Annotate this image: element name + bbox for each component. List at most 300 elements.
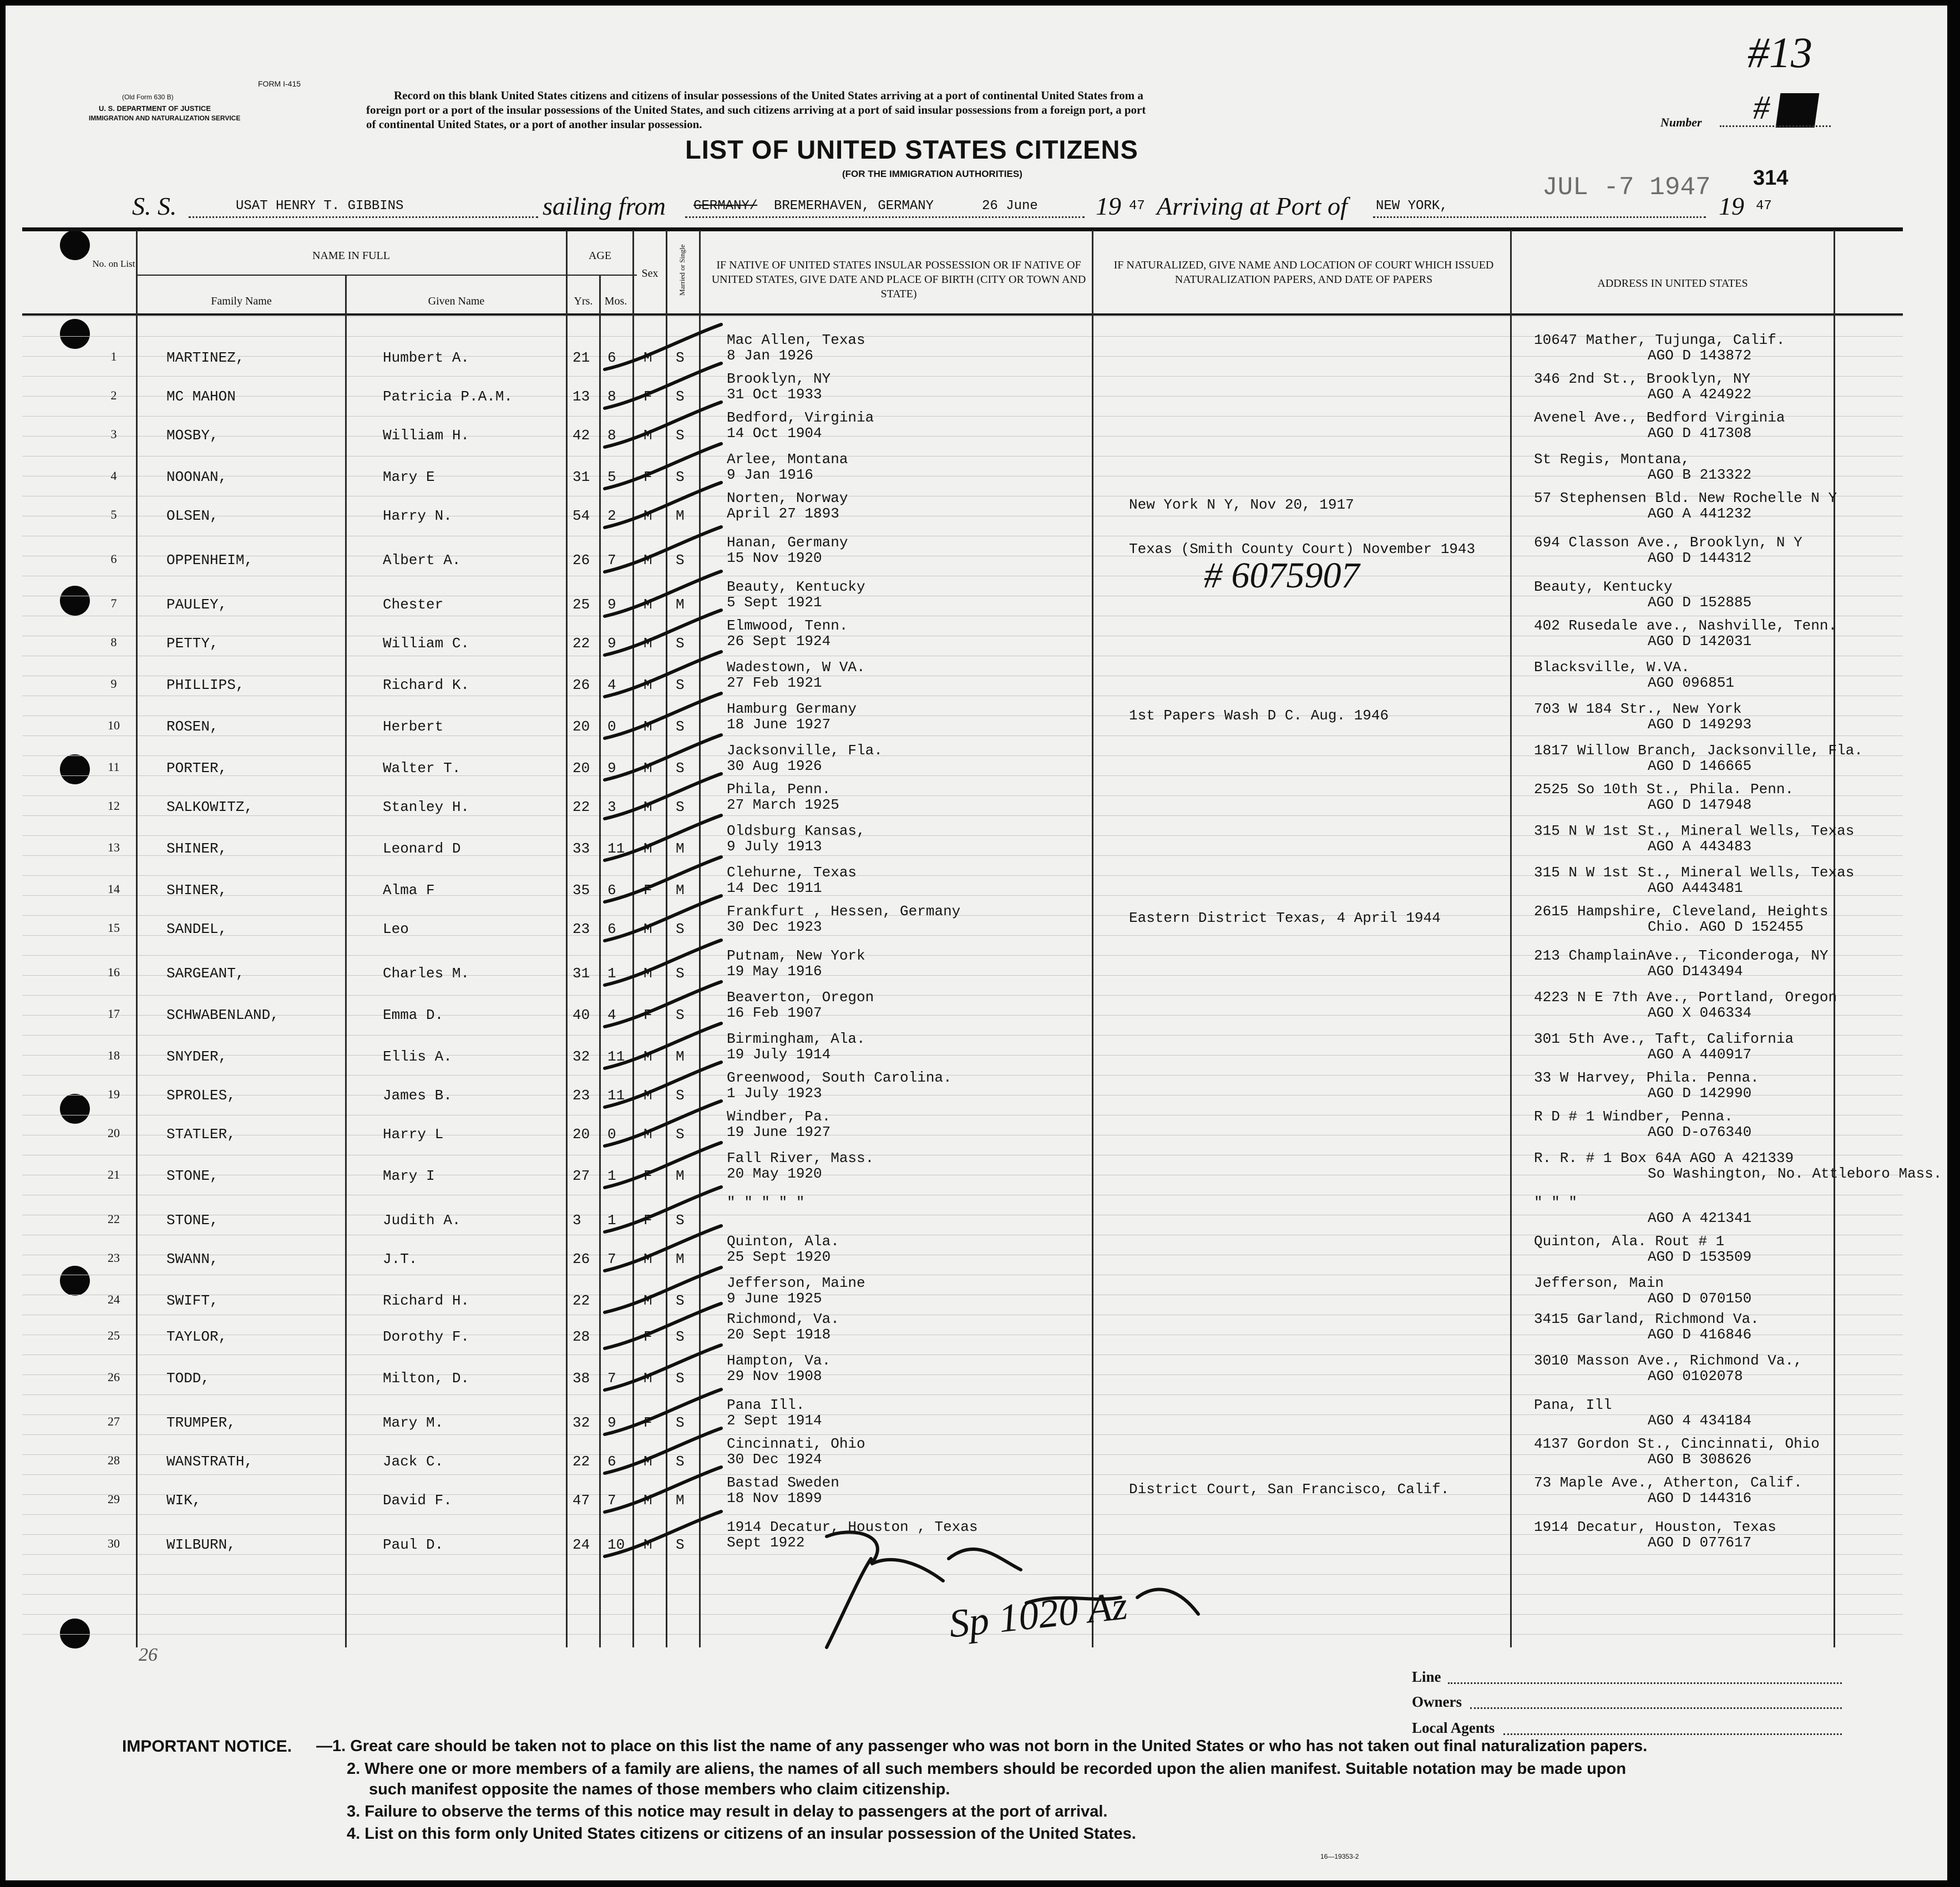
given-name-cell: Harry N.	[383, 508, 452, 524]
check-mark-stroke	[605, 1143, 721, 1188]
age-years-cell: 20	[573, 1126, 590, 1143]
check-mark-stroke	[605, 735, 721, 780]
family-name-cell: SWIFT,	[166, 1292, 219, 1309]
check-mark-stroke	[605, 982, 721, 1027]
header-married-single: Married or Single	[678, 244, 686, 296]
age-months-cell: 9	[607, 635, 616, 652]
sex-cell: M	[644, 635, 652, 652]
sex-cell: M	[644, 677, 652, 693]
marital-status-cell: S	[676, 921, 685, 937]
header-months: Mos.	[604, 295, 627, 307]
ago-number-cell: AGO D 077617	[1648, 1534, 1752, 1551]
birthdate-cell: April 27 1893	[727, 505, 839, 522]
birthplace-cell: Quinton, Ala.	[727, 1233, 839, 1250]
check-mark-stroke	[605, 1187, 721, 1232]
sheet-mark: #13	[1748, 28, 1812, 77]
ago-number-cell: AGO 0102078	[1648, 1368, 1743, 1384]
row-number: 22	[108, 1212, 120, 1226]
sailing-from-label: sailing from	[543, 192, 666, 220]
row-number: 20	[108, 1126, 120, 1140]
family-name-cell: STATLER,	[166, 1126, 236, 1143]
given-name-cell: William H.	[383, 427, 470, 444]
given-name-cell: Emma D.	[383, 1007, 444, 1023]
family-name-cell: MC MAHON	[166, 388, 236, 405]
check-mark-stroke	[605, 940, 721, 985]
marital-status-cell: S	[676, 635, 685, 652]
address-cell: 1914 Decatur, Houston, Texas	[1534, 1519, 1776, 1535]
family-name-cell: ROSEN,	[166, 718, 219, 735]
address-cell: 402 Rusedale ave., Nashville, Tenn.	[1534, 617, 1837, 634]
check-mark-stroke	[605, 610, 721, 655]
given-name-cell: Milton, D.	[383, 1370, 470, 1387]
ago-number-cell: AGO A 441232	[1648, 505, 1752, 522]
marital-status-cell: M	[676, 840, 685, 857]
address-cell: R D # 1 Windber, Penna.	[1534, 1108, 1733, 1125]
marital-status-cell: S	[676, 1414, 685, 1431]
age-months-cell: 7	[607, 552, 616, 569]
check-mark-stroke	[605, 774, 721, 819]
ago-number-cell: AGO X 046334	[1648, 1005, 1752, 1021]
birthplace-cell: Bedford, Virginia	[727, 409, 874, 426]
row-count-note: 26	[139, 1645, 158, 1665]
document-subtitle: (FOR THE IMMIGRATION AUTHORITIES)	[842, 169, 1022, 179]
given-name-cell: Paul D.	[383, 1536, 444, 1553]
local-agents-label: Local Agents	[1412, 1719, 1495, 1736]
check-marks	[605, 324, 721, 1556]
given-name-cell: Richard H.	[383, 1292, 470, 1309]
given-name-cell: Humbert A.	[383, 349, 470, 366]
sex-cell: M	[644, 1292, 652, 1309]
family-name-cell: TRUMPER,	[166, 1414, 236, 1431]
sex-cell: M	[644, 596, 652, 613]
row-number: 27	[108, 1414, 120, 1428]
ago-number-cell: AGO 4 434184	[1648, 1412, 1752, 1429]
family-name-cell: STONE,	[166, 1168, 219, 1184]
ago-number-cell: AGO B 308626	[1648, 1451, 1752, 1468]
row-number: 29	[108, 1492, 120, 1506]
given-name-cell: Mary E	[383, 469, 435, 485]
sex-cell: M	[644, 760, 652, 777]
number-label: Number	[1660, 115, 1702, 129]
birthdate-cell: 9 July 1913	[727, 838, 822, 855]
check-mark-stroke	[605, 1023, 721, 1068]
age-years-cell: 22	[573, 1292, 590, 1309]
given-name-cell: Jack C.	[383, 1453, 444, 1470]
naturalization-cell: New York N Y, Nov 20, 1917	[1129, 496, 1354, 513]
check-mark-stroke	[605, 363, 721, 408]
birthdate-cell: 14 Oct 1904	[727, 425, 822, 442]
sex-cell: M	[644, 1453, 652, 1470]
ago-number-cell: AGO A 421341	[1648, 1210, 1752, 1226]
age-years-cell: 20	[573, 718, 590, 735]
naturalization-cell: 1st Papers Wash D C. Aug. 1946	[1129, 707, 1389, 724]
address-cell: 3415 Garland, Richmond Va.	[1534, 1311, 1759, 1327]
given-name-cell: Leonard D	[383, 840, 461, 857]
family-name-cell: SCHWABENLAND,	[166, 1007, 279, 1023]
birthdate-cell: 19 June 1927	[727, 1124, 831, 1140]
check-mark-stroke	[605, 324, 721, 369]
address-cell: Jefferson, Main	[1534, 1275, 1664, 1291]
birthplace-cell: Bastad Sweden	[727, 1474, 839, 1491]
birthplace-cell: Wadestown, W VA.	[727, 659, 865, 676]
ago-number-cell: AGO A 443483	[1648, 838, 1752, 855]
manifest-sheet	[6, 6, 1947, 1880]
sex-cell: M	[644, 552, 652, 569]
notice-item-4: 4. List on this form only United States citizens or citizens of an insular possession of the United States.	[347, 1825, 1136, 1843]
signature-note: Sp 1020 Az	[946, 1583, 1130, 1646]
check-mark-stroke	[605, 1345, 721, 1390]
address-cell: Blacksville, W.VA.	[1534, 659, 1690, 676]
sailing-date: 26 June	[982, 199, 1038, 214]
owners-label: Owners	[1412, 1693, 1462, 1710]
birthplace-cell: Jacksonville, Fla.	[727, 742, 883, 759]
ship-name: USAT HENRY T. GIBBINS	[236, 199, 404, 214]
old-form-number: (Old Form 630 B)	[122, 93, 174, 101]
given-name-cell: Mary M.	[383, 1414, 444, 1431]
marital-status-cell: S	[676, 1370, 685, 1387]
given-name-cell: James B.	[383, 1087, 452, 1104]
family-name-cell: TODD,	[166, 1370, 210, 1387]
given-name-cell: Ellis A.	[383, 1048, 452, 1065]
given-name-cell: Leo	[383, 921, 409, 937]
arrival-year: 47	[1756, 199, 1772, 214]
age-years-cell: 22	[573, 635, 590, 652]
birthplace-cell: " " " " "	[727, 1194, 805, 1211]
birthplace-cell: Richmond, Va.	[727, 1311, 839, 1327]
family-name-cell: TAYLOR,	[166, 1328, 227, 1345]
birthplace-cell: Hampton, Va.	[727, 1352, 831, 1369]
age-months-cell: 9	[607, 596, 616, 613]
sex-cell: M	[644, 1492, 652, 1509]
age-months-cell: 3	[607, 799, 616, 815]
row-number: 6	[110, 552, 117, 566]
marital-status-cell: M	[676, 882, 685, 899]
line-underline	[1448, 1682, 1842, 1684]
birthplace-cell: Hamburg Germany	[727, 701, 857, 717]
family-name-cell: SALKOWITZ,	[166, 799, 254, 815]
address-cell: 694 Classon Ave., Brooklyn, N Y	[1534, 534, 1802, 551]
row-number: 24	[108, 1292, 120, 1306]
print-code: 16—19353-2	[1320, 1853, 1359, 1860]
birthdate-cell: 16 Feb 1907	[727, 1005, 822, 1021]
header-place-of-birth: IF NATIVE OF UNITED STATES INSULAR POSSESSION OR IF NATIVE OF UNITED STATES, GIVE DATE AND PLACE OF BIRTH (CITY OR TOWN AND STATE)	[711, 259, 1086, 300]
check-mark-stroke	[605, 483, 721, 527]
birthplace-cell: Greenwood, South Carolina.	[727, 1069, 952, 1086]
ago-number-cell: AGO D 147948	[1648, 797, 1752, 813]
ago-number-cell: AGO 096851	[1648, 674, 1735, 691]
marital-status-cell: S	[676, 1292, 685, 1309]
check-mark-stroke	[605, 857, 721, 902]
family-name-cell: WIK,	[166, 1492, 201, 1509]
header-name-in-full: NAME IN FULL	[312, 250, 390, 262]
marital-status-cell: S	[676, 1453, 685, 1470]
family-name-cell: STONE,	[166, 1212, 219, 1229]
address-cell: 315 N W 1st St., Mineral Wells, Texas	[1534, 864, 1855, 881]
row-number: 15	[108, 921, 120, 935]
marital-status-cell: M	[676, 1251, 685, 1267]
header-list-number: No. on List	[92, 258, 135, 269]
age-years-cell: 38	[573, 1370, 590, 1387]
birthplace-cell: Putnam, New York	[727, 947, 865, 964]
header-family-name: Family Name	[211, 295, 272, 307]
naturalization-cell: Texas (Smith County Court) November 1943	[1129, 541, 1476, 557]
birthplace-cell: Norten, Norway	[727, 490, 848, 506]
birthdate-cell: 31 Oct 1933	[727, 386, 822, 403]
address-cell: Avenel Ave., Bedford Virginia	[1534, 409, 1785, 426]
birthplace-cell: Frankfurt , Hessen, Germany	[727, 903, 961, 920]
notice-item-1: —1. Great care should be taken not to place on this list the name of any passenger who was not born in the United States or who has not taken out final naturalization papers.	[316, 1737, 1648, 1755]
family-name-cell: SHINER,	[166, 840, 227, 857]
row-number: 7	[110, 596, 117, 610]
marital-status-cell: S	[676, 1212, 685, 1229]
address-cell: 213 ChamplainAve., Ticonderoga, NY	[1534, 947, 1829, 964]
sex-cell: M	[644, 840, 652, 857]
notice-item-3: 3. Failure to observe the terms of this notice may result in delay to passengers at the port of arrival.	[347, 1803, 1108, 1820]
birthplace-cell: Hanan, Germany	[727, 534, 848, 551]
age-years-cell: 13	[573, 388, 590, 405]
birthdate-cell: 15 Nov 1920	[727, 550, 822, 566]
age-months-cell: 0	[607, 718, 616, 735]
sex-cell: M	[644, 1251, 652, 1267]
address-cell: 2525 So 10th St., Phila. Penn.	[1534, 781, 1794, 798]
notice-lead: IMPORTANT NOTICE.	[122, 1737, 292, 1756]
address-cell: Beauty, Kentucky	[1534, 579, 1673, 595]
marital-status-cell: S	[676, 427, 685, 444]
age-years-cell: 47	[573, 1492, 590, 1509]
row-number: 10	[108, 718, 120, 732]
birthplace-cell: Clehurne, Texas	[727, 864, 857, 881]
local-agents-underline	[1503, 1733, 1842, 1735]
birthdate-cell: 9 Jan 1916	[727, 466, 814, 483]
age-months-cell: 7	[607, 1492, 616, 1509]
check-mark-stroke	[605, 1303, 721, 1348]
birthdate-cell: 29 Nov 1908	[727, 1368, 822, 1384]
sex-cell: F	[644, 1212, 652, 1229]
age-months-cell: 2	[607, 508, 616, 524]
header-sex: Sex	[641, 267, 659, 280]
marital-status-cell: M	[676, 596, 685, 613]
oppenheim-certificate-note: # 6075907	[1204, 555, 1360, 596]
age-months-cell: 8	[607, 388, 616, 405]
age-months-cell: 11	[607, 1087, 625, 1104]
birthdate-cell: 20 May 1920	[727, 1165, 822, 1182]
notice-item-2-cont: such manifest opposite the names of those members who claim citizenship.	[369, 1781, 950, 1798]
age-months-cell: 0	[607, 1126, 616, 1143]
birthplace-cell: Windber, Pa.	[727, 1108, 831, 1125]
row-number: 25	[108, 1328, 120, 1342]
given-name-cell: Dorothy F.	[383, 1328, 470, 1345]
check-mark-stroke	[605, 1428, 721, 1473]
given-name-cell: Albert A.	[383, 552, 461, 569]
birthplace-cell: Birmingham, Ala.	[727, 1031, 865, 1047]
age-years-cell: 20	[573, 760, 590, 777]
family-name-cell: PAULEY,	[166, 596, 227, 613]
marital-status-cell: S	[676, 1536, 685, 1553]
birthdate-cell: 27 March 1925	[727, 797, 839, 813]
age-years-cell: 22	[573, 1453, 590, 1470]
arrival-year-prefix: 19	[1719, 192, 1744, 220]
age-months-cell: 11	[607, 1048, 625, 1065]
birthplace-cell: 1914 Decatur, Houston , Texas	[727, 1519, 978, 1535]
age-years-cell: 23	[573, 921, 590, 937]
address-cell: 301 5th Ave., Taft, California	[1534, 1031, 1794, 1047]
birthplace-cell: Cincinnati, Ohio	[727, 1435, 865, 1452]
ago-number-cell: AGO A443481	[1648, 880, 1743, 896]
header-given-name: Given Name	[428, 295, 485, 307]
received-date-stamp: JUL -7 1947	[1542, 173, 1711, 202]
age-years-cell: 32	[573, 1048, 590, 1065]
birthplace-cell: Pana Ill.	[727, 1397, 805, 1413]
ago-number-cell: AGO D 146665	[1648, 758, 1752, 774]
sex-cell: M	[644, 1536, 652, 1553]
family-name-cell: SHINER,	[166, 882, 227, 899]
notice-item-2: 2. Where one or more members of a family are aliens, the names of all such members should be recorded upon the alien manifest. Suitable notation may be made upon	[347, 1760, 1627, 1778]
row-number: 21	[108, 1168, 120, 1181]
age-months-cell: 7	[607, 1370, 616, 1387]
birthdate-cell: 30 Aug 1926	[727, 758, 822, 774]
given-name-cell: Mary I	[383, 1168, 435, 1184]
birthdate-cell: 27 Feb 1921	[727, 674, 822, 691]
row-number: 18	[108, 1048, 120, 1062]
age-years-cell: 40	[573, 1007, 590, 1023]
age-months-cell: 4	[607, 677, 616, 693]
row-number: 5	[110, 508, 117, 521]
family-name-cell: OLSEN,	[166, 508, 219, 524]
birthdate-cell: 1 July 1923	[727, 1085, 822, 1102]
marital-status-cell: S	[676, 799, 685, 815]
row-number: 16	[108, 965, 120, 979]
ago-number-cell: Chio. AGO D 152455	[1648, 919, 1804, 935]
port-of-arrival: NEW YORK,	[1376, 199, 1448, 214]
family-name-cell: WANSTRATH,	[166, 1453, 254, 1470]
marital-status-cell: S	[676, 718, 685, 735]
given-name-cell: Stanley H.	[383, 799, 470, 815]
address-cell: 2615 Hampshire, Cleveland, Heights	[1534, 903, 1829, 920]
family-name-cell: OPPENHEIM,	[166, 552, 254, 569]
sex-cell: M	[644, 1087, 652, 1104]
age-years-cell: 42	[573, 427, 590, 444]
given-name-cell: Chester	[383, 596, 444, 613]
age-years-cell: 35	[573, 882, 590, 899]
given-name-cell: Herbert	[383, 718, 444, 735]
family-name-cell: WILBURN,	[166, 1536, 236, 1553]
birthplace-cell: Brooklyn, NY	[727, 371, 831, 387]
age-months-cell: 4	[607, 1007, 616, 1023]
row-number: 1	[110, 349, 117, 363]
address-cell: St Regis, Montana,	[1534, 451, 1690, 468]
naturalization-cell: Eastern District Texas, 4 April 1944	[1129, 910, 1441, 926]
age-years-cell: 31	[573, 965, 590, 982]
check-mark-stroke	[605, 815, 721, 860]
address-cell: 315 N W 1st St., Mineral Wells, Texas	[1534, 823, 1855, 839]
age-months-cell: 6	[607, 921, 616, 937]
birthdate-cell: 5 Sept 1921	[727, 594, 822, 611]
check-mark-stroke	[605, 693, 721, 738]
age-years-cell: 24	[573, 1536, 590, 1553]
age-months-cell: 1	[607, 965, 616, 982]
row-number: 19	[108, 1087, 120, 1101]
owners-underline	[1470, 1707, 1842, 1709]
address-cell: 33 W Harvey, Phila. Penna.	[1534, 1069, 1759, 1086]
ago-number-cell: AGO D 417308	[1648, 425, 1752, 442]
marital-status-cell: S	[676, 469, 685, 485]
sex-cell: M	[644, 799, 652, 815]
sex-cell: M	[644, 427, 652, 444]
birthdate-cell: Sept 1922	[727, 1534, 805, 1551]
birthdate-cell: 8 Jan 1926	[727, 347, 814, 364]
row-number: 2	[110, 388, 117, 402]
marital-status-cell: M	[676, 508, 685, 524]
birthdate-cell: 20 Sept 1918	[727, 1326, 831, 1343]
age-years-cell: 26	[573, 552, 590, 569]
sex-cell: F	[644, 469, 652, 485]
sex-cell: M	[644, 921, 652, 937]
birthdate-cell: 14 Dec 1911	[727, 880, 822, 896]
birthplace-cell: Elmwood, Tenn.	[727, 617, 848, 634]
age-months-cell: 5	[607, 469, 616, 485]
address-cell: 57 Stephensen Bld. New Rochelle N Y	[1534, 490, 1837, 506]
age-months-cell: 1	[607, 1212, 616, 1229]
ago-number-cell: AGO D 142031	[1648, 633, 1752, 650]
age-months-cell: 9	[607, 760, 616, 777]
family-name-cell: MOSBY,	[166, 427, 219, 444]
header-years: Yrs.	[574, 295, 593, 307]
given-name-cell: J.T.	[383, 1251, 418, 1267]
marital-status-cell: S	[676, 349, 685, 366]
family-name-cell: PORTER,	[166, 760, 227, 777]
ago-number-cell: AGO B 213322	[1648, 466, 1752, 483]
birthdate-cell: 18 Nov 1899	[727, 1490, 822, 1506]
family-name-cell: MARTINEZ,	[166, 349, 245, 366]
age-months-cell: 8	[607, 427, 616, 444]
age-years-cell: 26	[573, 677, 590, 693]
marital-status-cell: S	[676, 1126, 685, 1143]
marital-status-cell: S	[676, 388, 685, 405]
age-years-cell: 31	[573, 469, 590, 485]
check-mark-stroke	[605, 402, 721, 447]
check-mark-stroke	[605, 1467, 721, 1512]
check-mark-stroke	[605, 652, 721, 697]
ago-number-cell: AGO D 149293	[1648, 716, 1752, 733]
ago-number-cell: AGO D 142990	[1648, 1085, 1752, 1102]
birthplace-cell: Beaverton, Oregon	[727, 989, 874, 1006]
sex-cell: M	[644, 508, 652, 524]
sex-cell: F	[644, 388, 652, 405]
given-name-cell: Judith A.	[383, 1212, 461, 1229]
number-value: #	[1753, 89, 1770, 126]
marital-status-cell: S	[676, 552, 685, 569]
marital-status-cell: S	[676, 1087, 685, 1104]
given-name-cell: Richard K.	[383, 677, 470, 693]
age-months-cell: 1	[607, 1168, 616, 1184]
address-cell: R. R. # 1 Box 64A AGO A 421339	[1534, 1150, 1794, 1166]
header-naturalization: IF NATURALIZED, GIVE NAME AND LOCATION OF COURT WHICH ISSUED NATURALIZATION PAPERS, AND DATE OF PAPERS	[1113, 259, 1494, 286]
address-cell: 10647 Mather, Tujunga, Calif.	[1534, 332, 1785, 348]
check-mark-stroke	[605, 1267, 721, 1312]
age-years-cell: 25	[573, 596, 590, 613]
marital-status-cell: S	[676, 677, 685, 693]
row-number: 4	[110, 469, 117, 483]
marital-status-cell: S	[676, 1007, 685, 1023]
birthdate-cell: 2 Sept 1914	[727, 1412, 822, 1429]
age-years-cell: 21	[573, 349, 590, 366]
birthdate-cell: 30 Dec 1924	[727, 1451, 822, 1468]
sailing-year-prefix: 19	[1096, 192, 1121, 220]
header-age: AGE	[588, 250, 612, 262]
sex-cell: F	[644, 882, 652, 899]
age-years-cell: 22	[573, 799, 590, 815]
ago-number-cell: AGO D 152885	[1648, 594, 1752, 611]
